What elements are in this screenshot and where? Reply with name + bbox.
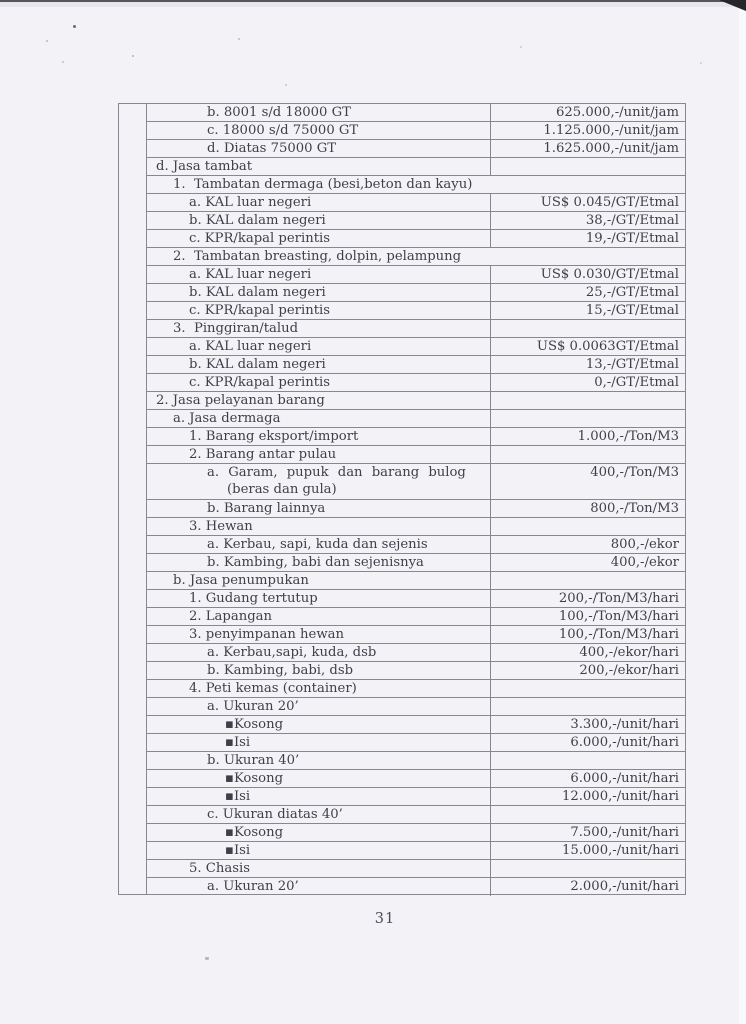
row-value: US$ 0.0063GT/Etmal [490,338,685,355]
table-row [147,374,685,392]
table-row [147,626,685,644]
row-value: 6.000,-/unit/hari [490,734,685,751]
scan-corner-mark [719,0,746,11]
row-value: 12.000,-/unit/hari [490,788,685,805]
row-label: c. 18000 s/d 75000 GT [207,123,359,138]
row-label: b. Kambing, babi dan sejenisnya [207,555,424,570]
scan-speck [700,62,702,64]
table-row [147,680,685,698]
row-label: b. Ukuran 40’ [207,753,300,768]
row-value: 25,-/GT/Etmal [490,284,685,301]
row-label: c. KPR/kapal perintis [189,375,330,390]
table-rows [147,104,685,894]
scan-speck [132,55,134,57]
row-label: a. Garam, pupuk dan barang bulog (beras dan gula) [207,465,466,497]
table-row [147,428,685,446]
row-label: a. Ukuran 20’ [207,699,299,714]
row-label: c. KPR/kapal perintis [189,231,330,246]
row-label: ▪Isi [225,735,251,750]
row-label: b. KAL dalam negeri [189,213,326,228]
table-row [147,662,685,680]
row-value [490,392,685,409]
table-row [147,842,685,860]
row-value: 400,-/Ton/M3 [490,464,685,499]
table-row [147,284,685,302]
table-row [147,338,685,356]
row-value: 200,-/Ton/M3/hari [490,590,685,607]
row-value: 1.125.000,-/unit/jam [490,122,685,139]
row-label: 3. penyimpanan hewan [189,627,344,642]
row-value: 100,-/Ton/M3/hari [490,608,685,625]
page-number: 31 [374,911,396,927]
row-label: 1. Gudang tertutup [189,591,318,606]
row-value [490,446,685,463]
row-label: 2. Tambatan breasting, dolpin, pelampung [173,249,462,264]
row-label: a. Jasa dermaga [173,411,281,426]
row-value [490,752,685,769]
row-label: 3. Pinggiran/talud [173,321,299,336]
table-row [147,194,685,212]
row-value: 38,-/GT/Etmal [490,212,685,229]
table-left-gutter-column [119,104,147,894]
row-value: 400,-/ekor [490,554,685,571]
row-label: d. Diatas 75000 GT [207,141,337,156]
row-value: US$ 0.030/GT/Etmal [490,266,685,283]
row-value: US$ 0.045/GT/Etmal [490,194,685,211]
row-label: 1. Barang eksport/import [189,429,359,444]
table-row [147,500,685,518]
table-row [147,212,685,230]
row-label: c. Ukuran diatas 40’ [207,807,343,822]
table-row [147,824,685,842]
table-row [147,446,685,464]
scan-speck [46,40,48,42]
table-row [147,770,685,788]
scan-speck [205,957,209,960]
table-row [147,752,685,770]
row-value [490,248,685,265]
table-row [147,392,685,410]
scan-edge-right [739,0,746,1024]
table-row [147,644,685,662]
row-value [490,410,685,427]
table-row [147,608,685,626]
scan-speck [520,46,522,48]
row-label: ▪Kosong [225,771,284,786]
row-value [490,572,685,589]
row-label: ▪Kosong [225,717,284,732]
row-value: 400,-/ekor/hari [490,644,685,661]
row-value [490,176,685,193]
table-row [147,176,685,194]
table-row [147,302,685,320]
row-value: 15.000,-/unit/hari [490,842,685,859]
tariff-table [118,103,686,895]
row-label: 2. Lapangan [189,609,272,624]
row-value: 1.000,-/Ton/M3 [490,428,685,445]
row-value [490,680,685,697]
row-value: 800,-/ekor [490,536,685,553]
table-row [147,788,685,806]
row-value: 19,-/GT/Etmal [490,230,685,247]
table-row [147,716,685,734]
table-row [147,572,685,590]
scan-speck [62,61,64,63]
table-row [147,464,685,500]
table-row [147,158,685,176]
scan-edge-top-fade [0,2,746,7]
row-label: 3. Hewan [189,519,253,534]
table-row [147,104,685,122]
row-value: 200,-/ekor/hari [490,662,685,679]
table-row [147,554,685,572]
row-label: 4. Peti kemas (container) [189,681,357,696]
row-label: ▪Isi [225,843,251,858]
row-label: a. KAL luar negeri [189,195,312,210]
table-row [147,266,685,284]
row-value: 625.000,-/unit/jam [490,104,685,121]
table-row [147,248,685,266]
row-value [490,806,685,823]
table-row [147,140,685,158]
row-value [490,860,685,877]
row-label: 1. Tambatan dermaga (besi,beton dan kayu) [173,177,473,192]
row-value [490,158,685,175]
table-row [147,734,685,752]
row-label: 2. Barang antar pulau [189,447,337,462]
table-row [147,878,685,896]
table-row [147,698,685,716]
row-label: b. KAL dalam negeri [189,357,326,372]
row-value [490,320,685,337]
row-label: a. KAL luar negeri [189,267,312,282]
row-label: 2. Jasa pelayanan barang [156,393,325,408]
table-row [147,860,685,878]
row-value: 100,-/Ton/M3/hari [490,626,685,643]
row-value: 15,-/GT/Etmal [490,302,685,319]
row-label: a. Ukuran 20’ [207,879,299,894]
table-row [147,590,685,608]
table-row [147,536,685,554]
row-value: 13,-/GT/Etmal [490,356,685,373]
row-label: a. Kerbau,sapi, kuda, dsb [207,645,377,660]
table-row [147,356,685,374]
table-row [147,518,685,536]
table-row [147,230,685,248]
row-value: 1.625.000,-/unit/jam [490,140,685,157]
row-label: b. Kambing, babi, dsb [207,663,354,678]
row-label: b. Barang lainnya [207,501,326,516]
row-value: 3.300,-/unit/hari [490,716,685,733]
row-label: d. Jasa tambat [156,159,253,174]
table-row [147,320,685,338]
row-value: 6.000,-/unit/hari [490,770,685,787]
row-value: 0,-/GT/Etmal [490,374,685,391]
row-label: c. KPR/kapal perintis [189,303,330,318]
scan-speck [238,38,240,40]
table-row [147,806,685,824]
row-value: 2.000,-/unit/hari [490,878,685,896]
table-row [147,410,685,428]
row-label: b. Jasa penumpukan [173,573,309,588]
scan-speck [73,25,76,28]
row-label: b. 8001 s/d 18000 GT [207,105,351,120]
row-value [490,518,685,535]
row-value: 7.500,-/unit/hari [490,824,685,841]
row-label: a. KAL luar negeri [189,339,312,354]
row-label: b. KAL dalam negeri [189,285,326,300]
row-value: 800,-/Ton/M3 [490,500,685,517]
row-label: 5. Chasis [189,861,250,876]
scan-speck [285,84,287,86]
row-label: a. Kerbau, sapi, kuda dan sejenis [207,537,428,552]
row-value [490,698,685,715]
table-row [147,122,685,140]
row-label: ▪Kosong [225,825,284,840]
row-label: ▪Isi [225,789,251,804]
